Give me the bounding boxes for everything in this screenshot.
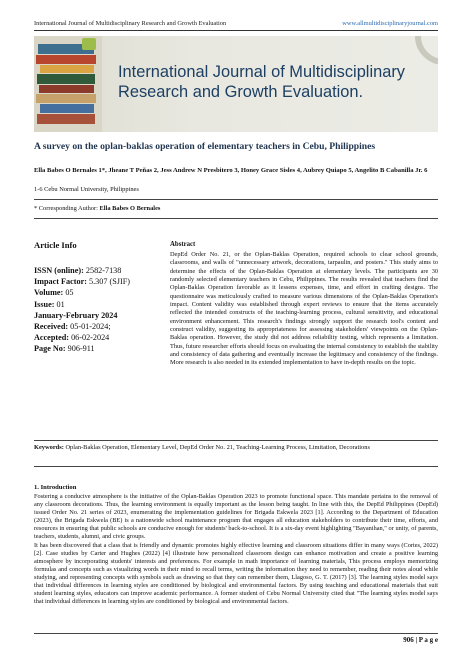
divider [34, 199, 438, 200]
article-info-item: ISSN (online): 2582-7138 [34, 266, 122, 275]
article-info-item: Page No: 906-911 [34, 344, 95, 354]
paper-title: A survey on the oplan-baklas operation of elementary teachers in Cebu, Philippines [34, 141, 376, 152]
author-list: Ella Babes O Bernales 1*, Jheane T Peñas 2, Jess Andrew N Presbitero 3, Honey Grace Sisles 4, Aubrey Quiapo 5, Angelito B Cabanilla Jr. 6 [34, 167, 428, 174]
corresponding-author [34, 205, 160, 212]
article-info-list [34, 265, 154, 355]
article-info-item: January-February 2024 [34, 310, 118, 320]
banner-title: International Journal of Multidisciplinary Research and Growth Evaluation. [118, 63, 405, 101]
introduction-body [34, 493, 438, 606]
article-info-item: Volume: 05 [34, 288, 74, 298]
decorative-arc [404, 36, 438, 90]
header-journal-name: International Journal of Multidisciplinary Research and Growth Evaluation [34, 20, 227, 27]
header-divider [34, 30, 438, 31]
keywords-label: Keywords: [34, 444, 64, 451]
paragraph: It has been discovered that a class that is friendly and dynamic promotes highly effective learning and classroom situations differ in many ways (Cortes, 2022) [2]. Case studies by Carter and Hughes (2022) [4] illustrate how personalized classroom design can enhance motivation and create a positive learning atmosphere by incorporating students' interests and preferences. For example in math importance of learning materials, This process employs memorizing formulas and concepts such as visualizing words in their mind to recall terms, writing the information they need to remember, reading their notes aloud while studying, and representing concepts with symbols such as drawing so that they can remember them, Llagoso, G. T. (2017) [3]. The learning styles model says that individual differences in learning styles are conditioned by biological and environmental factors. By using teaching and educational materials that suit student learning styles, educators can improve academic performance. A former student of Cebu Normal University cited that "The learning styles model says that individual differences in learning styles are conditioned by biological and environmental factors. [34, 541, 438, 606]
section-heading: 1. Introduction [34, 484, 77, 491]
article-info-item: Received: 05-01-2024; [34, 322, 111, 332]
article-info-item: Impact Factor: 5.307 (SJIF) [34, 277, 130, 287]
corresponding-name: Ella Babes O Bernales [99, 205, 161, 212]
journal-banner [34, 36, 438, 132]
page-number: 906 | P a g e [403, 636, 438, 644]
footer-divider [34, 633, 438, 634]
abstract-body: DepEd Order No. 21, or the Oplan-Baklas Operation, required schools to clear school grounds, classrooms, and walls of "unnecessary artwork, decorations, tarpaulin, and posters." This study aims to determine the effects of the Oplan-Baklas Operation at elementary levels. The participants are 30 randomly selected elementary teachers in Cebu, Philippines. The results revealed that teachers find the Oplan-Baklas Operation favorable as it lessens expenses, time, and effort in crafting designs. The questionnaire was meticulously crafted to measure various dimensions of the Oplan-Baklas Operation's impact. Content validity was established through expert reviews to ensure that the items accurately reflected the intended constructs of the teaching-learning process, cultural sensitivity, and educational environment enhancement. This research's findings strongly support the research tool's content and construct validity, suggesting its appropriateness for assessing stakeholders' viewpoints on the Oplan-Baklas operation. However, the study did not address reliability testing, which represents a limitation. Thus, future researcher efforts should focus on evaluating the internal consistency to establish the stability and consistency of data gathering and eventually increase the legitimacy and consistency of the findings. More research is also needed in its extended implementation to have in-depth results on the topic. [170, 251, 438, 367]
books-image [34, 36, 102, 132]
article-info-heading: Article Info [34, 240, 77, 250]
divider [34, 218, 438, 219]
divider [34, 440, 438, 441]
article-info-item: Issue: 01 [34, 299, 65, 309]
divider [34, 466, 438, 467]
keywords [34, 444, 438, 452]
header-url[interactable]: www.allmultidisciplinaryjournal.com [342, 20, 438, 27]
article-info-item: Accepted: 06-02-2024 [34, 333, 110, 343]
affiliation: 1-6 Cebu Normal University, Philippines [34, 186, 139, 193]
abstract-heading: Abstract [170, 241, 196, 248]
corresponding-label: * Corresponding Author: [34, 205, 98, 212]
paragraph: Fostering a conducive atmosphere is the initiative of the Oplan-Baklas Operation 2023 to promote functional space. This mandate pertains to the removal of any classroom decorations. Thus, the learning environment is equally important as the lesson being taught. In line with this, the DepEd Philippines (DepEd) issued Order No. 21 series of 2023, enumerating the implementation guidelines for Brigada Eskwela 2023 [1]. According to the Department of Education (2023), the Brigada Eskwela (BE) is a nationwide school maintenance program that engages all education stakeholders to contribute their time, efforts, and resources in ensuring that public schools are conducive enough for students' back-to-school. It is a six-day event highlighting "Bayanihan," or unity, of parents, teachers, students, alumni, and civic groups. [34, 493, 438, 541]
keywords-text: Oplan-Baklas Operation, Elementary Level, DepEd Order No. 21, Teaching-Learning Process, Limitation, Decorations [65, 444, 370, 451]
